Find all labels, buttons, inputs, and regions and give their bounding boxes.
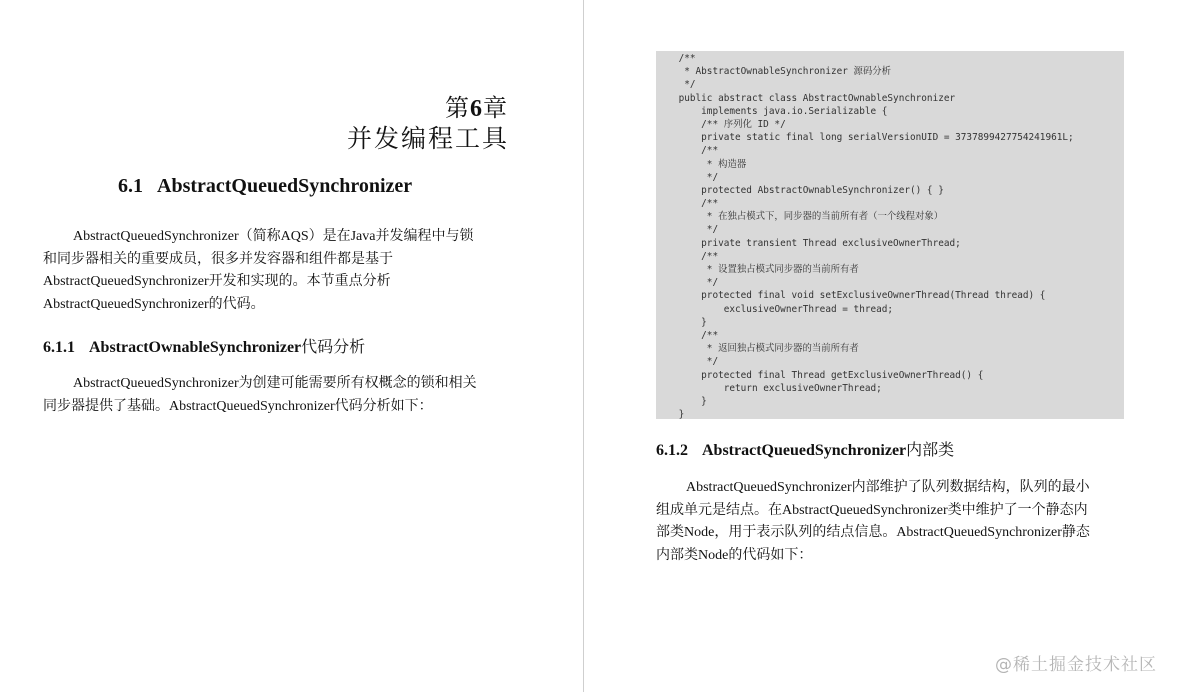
code-line: } xyxy=(656,395,707,407)
code-line: */ xyxy=(656,277,719,289)
code-line: public abstract class AbstractOwnableSynchronizer xyxy=(656,92,956,104)
code-line: implements java.io.Serializable { xyxy=(656,105,888,117)
paragraph-line: AbstractQueuedSynchronizer为创建可能需要所有权概念的锁和相关 xyxy=(73,376,477,391)
code-line: * 返回独占模式同步器的当前所有者 xyxy=(656,343,859,355)
code-line: protected AbstractOwnableSynchronizer() { } xyxy=(656,184,944,196)
subsection-paragraph xyxy=(43,373,513,418)
paragraph-line: AbstractQueuedSynchronizer的代码。 xyxy=(43,296,265,312)
code-line: /** xyxy=(656,145,719,157)
code-line: /** xyxy=(656,250,719,262)
code-line: */ xyxy=(656,356,719,368)
section-title: AbstractQueuedSynchronizer xyxy=(157,175,413,197)
section-number: 6.1 xyxy=(118,175,143,197)
internal-class-paragraph xyxy=(656,477,1126,567)
code-line: * 在独占模式下，同步器的当前所有者（一个线程对象） xyxy=(656,211,944,223)
chapter-title: 并发编程工具 xyxy=(346,124,509,153)
paragraph-line: 和同步器相关的重要成员，很多并发容器和组件都是基于 xyxy=(43,251,393,267)
code-line: */ xyxy=(656,224,719,236)
paragraph-line: 同步器提供了基础。AbstractQueuedSynchronizer代码分析如下： xyxy=(43,398,433,414)
intro-paragraph xyxy=(43,226,513,316)
code-line: /** 序列化 ID */ xyxy=(656,118,786,130)
left-page xyxy=(0,0,583,692)
paragraph-line: 内部类Node的代码如下： xyxy=(656,547,813,563)
code-line: * AbstractOwnableSynchronizer 源码分析 xyxy=(656,66,892,78)
code-line: * 设置独占模式同步器的当前所有者 xyxy=(656,264,859,275)
code-line: return exclusiveOwnerThread; xyxy=(656,382,882,394)
code-line: protected final void setExclusiveOwnerThread(Thread thread) { xyxy=(656,290,1046,302)
paragraph-line: 部类Node，用于表示队列的结点信息。AbstractQueuedSynchronizer静态 xyxy=(656,525,1090,540)
chapter-number: 第6章 xyxy=(445,94,508,122)
code-line: } xyxy=(656,409,685,421)
paragraph-line: AbstractQueuedSynchronizer开发和实现的。本节重点分析 xyxy=(43,274,391,289)
paragraph-line: 组成单元是结点。在AbstractQueuedSynchronizer类中维护了一个静态内 xyxy=(656,502,1088,518)
subsection-heading-6-1-1: 6.1.1 AbstractOwnableSynchronizer代码分析 xyxy=(43,337,366,356)
paragraph-line: AbstractQueuedSynchronizer内部维护了队列数据结构，队列的最小 xyxy=(686,480,1090,495)
code-line: /** xyxy=(656,198,719,210)
watermark: @稀土掘金技术社区 xyxy=(995,655,1157,675)
code-line: */ xyxy=(656,79,696,91)
code-line: } xyxy=(656,316,707,328)
code-line: */ xyxy=(656,171,719,183)
code-line: private transient Thread exclusiveOwnerThread; xyxy=(656,237,961,249)
paragraph-line: AbstractQueuedSynchronizer（简称AQS）是在Java并发编程中与锁 xyxy=(73,229,474,244)
code-line: /** xyxy=(656,53,696,64)
right-page xyxy=(584,0,1177,692)
code-line: exclusiveOwnerThread = thread; xyxy=(656,303,894,315)
subsection-heading-6-1-2: 6.1.2 AbstractQueuedSynchronizer内部类 xyxy=(656,440,955,459)
section-heading xyxy=(118,175,412,198)
code-block xyxy=(656,51,1124,419)
code-line: private static final long serialVersionUID = 3737899427754241961L; xyxy=(656,132,1074,144)
code-line: /** xyxy=(656,329,719,341)
code-line: protected final Thread getExclusiveOwnerThread() { xyxy=(656,369,984,381)
code-line: * 构造器 xyxy=(656,158,747,170)
